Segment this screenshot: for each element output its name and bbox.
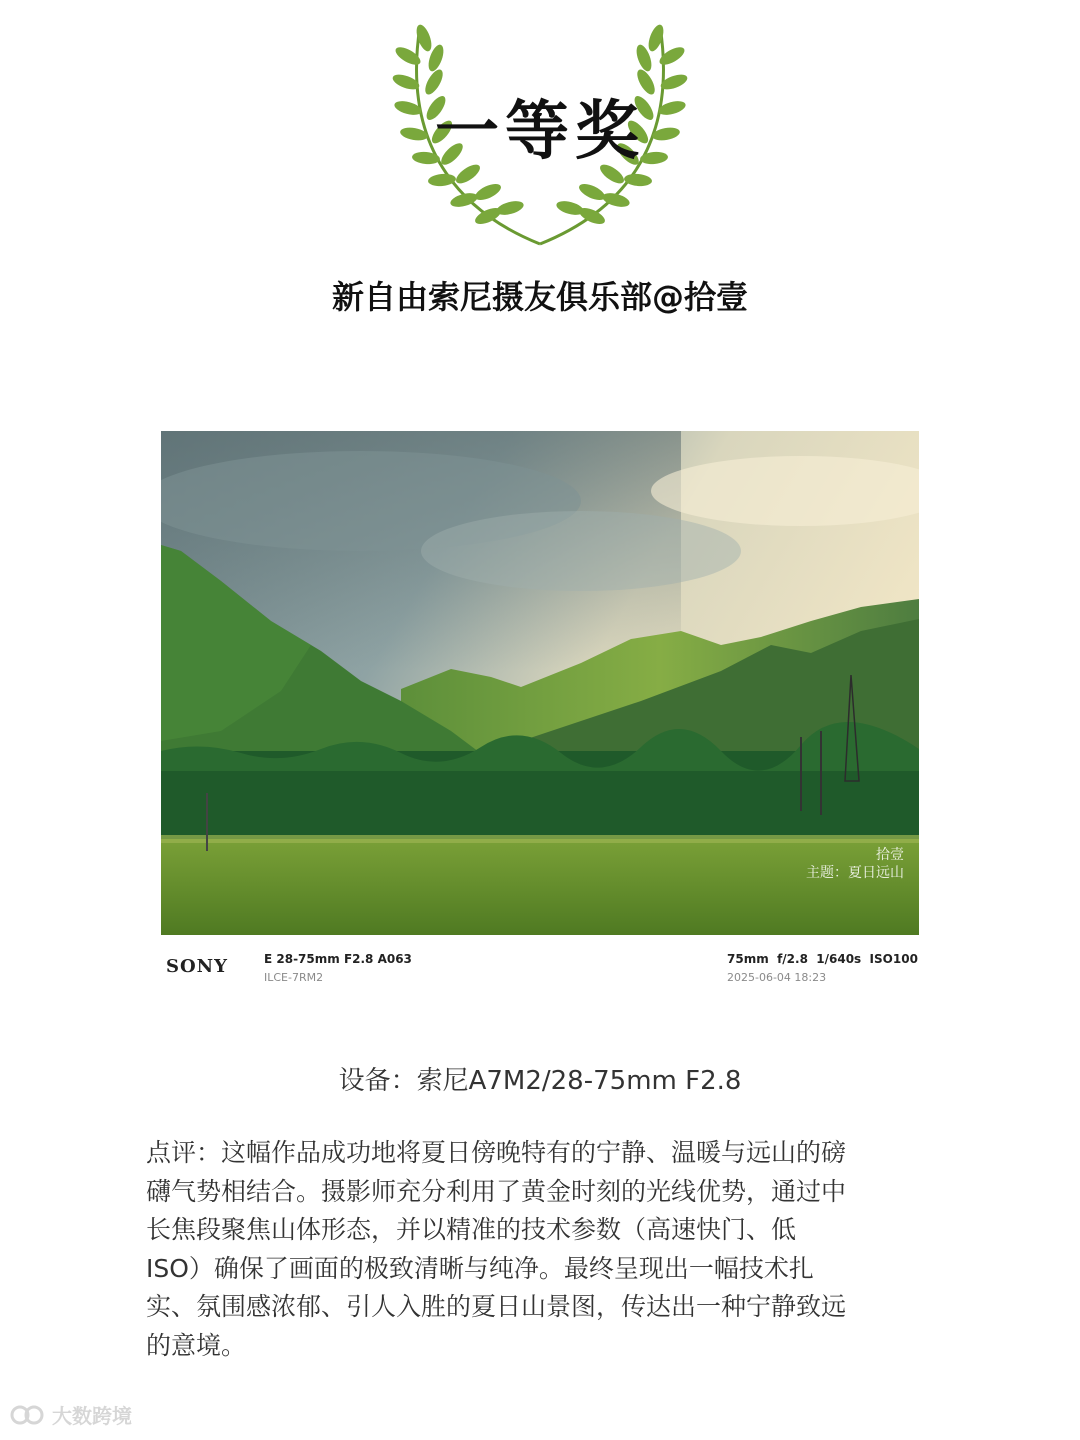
author-name: 新自由索尼摄友俱乐部@拾壹 (331, 278, 748, 316)
photo-card (160, 430, 920, 990)
exif-model: ILCE-7RM2 (264, 971, 324, 984)
award-title: 一等奖 (435, 95, 645, 169)
exif-settings: 75mm f/2.8 1/640s ISO100 (727, 952, 918, 966)
exif-lens: E 28-75mm F2.8 A063 (264, 952, 412, 966)
landscape-photo (161, 431, 919, 935)
source-logo-icon (8, 1403, 48, 1427)
photo-watermark-theme: 主题：夏日远山 (806, 865, 904, 881)
source-watermark-label: 大数跨境 (52, 1404, 132, 1428)
exif-datetime: 2025-06-04 18:23 (727, 971, 827, 984)
source-watermark (8, 1400, 132, 1429)
equipment-line: 设备：索尼A7M2/28-75mm F2.8 (338, 1066, 742, 1096)
sony-logo: SONY (166, 956, 228, 977)
photo-watermark-name: 拾壹 (876, 847, 904, 863)
review-text: 点评：这幅作品成功地将夏日傍晚特有的宁静、温暖与远山的磅 礴气势相结合。摄影师充分利用了黄金时刻的光线优势，通过中 长焦段聚焦山体形态，并以精准的技术参数（高速快门、低 ISO）确保了画面的极致清晰与纯净。最终呈现出一幅技术扎 实、氛围感浓郁、引人入胜的夏日山景图，传达出一种宁静致远 的意境。 (146, 1138, 847, 1360)
